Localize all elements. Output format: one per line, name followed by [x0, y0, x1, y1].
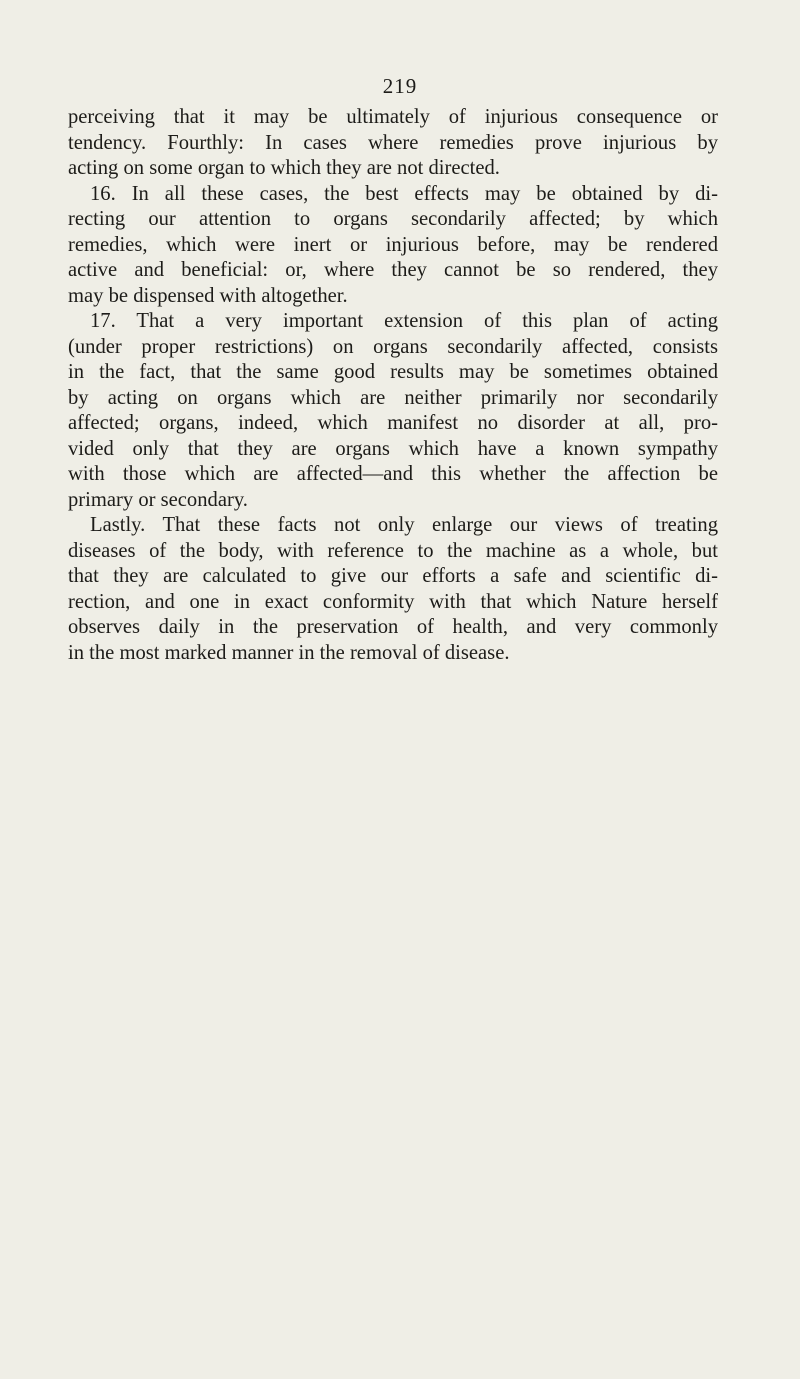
text-line: active and beneficial: or, where they cannot be so rendered, they — [68, 259, 718, 281]
text-line: vided only that they are organs which have a known sympathy — [68, 437, 718, 460]
text-line: that they are calculated to give our efforts a safe and scientific di- — [68, 565, 718, 587]
text-line: with those which are affected—and this whether the affection be — [68, 463, 718, 485]
text-line: Lastly. That these facts not only enlarge our views of treating — [90, 514, 718, 536]
text-line: by acting on organs which are neither primarily nor secondarily — [68, 386, 718, 409]
text-line: 17. That a very important extension of this plan of acting — [90, 310, 718, 332]
text-line: in the fact, that the same good results may be sometimes obtained — [68, 361, 718, 383]
text-line: affected; organs, indeed, which manifest no disorder at all, pro- — [68, 412, 718, 434]
text-line: may be dispensed with altogether. — [68, 284, 348, 307]
text-line: 16. In all these cases, the best effects may be obtained by di- — [90, 182, 718, 205]
text-line: (under proper restrictions) on organs secondarily affected, consists — [68, 335, 718, 358]
text-line: tendency. Fourthly: In cases where remedies prove injurious by — [68, 131, 718, 154]
text-line: diseases of the body, with reference to the machine as a whole, but — [68, 539, 718, 562]
text-line: perceiving that it may be ultimately of injurious consequence or — [68, 106, 718, 128]
text-line: acting on some organ to which they are not directed. — [68, 157, 500, 179]
body-text — [68, 105, 718, 666]
page-number: 219 — [382, 74, 418, 98]
text-line: in the most marked manner in the removal of disease. — [68, 641, 510, 664]
text-line: remedies, which were inert or injurious before, may be rendered — [68, 233, 718, 256]
text-line: primary or secondary. — [68, 488, 248, 511]
text-line: observes daily in the preservation of health, and very commonly — [68, 616, 718, 638]
text-line: recting our attention to organs secondarily affected; by which — [68, 208, 718, 230]
text-line: rection, and one in exact conformity with that which Nature herself — [68, 590, 718, 613]
